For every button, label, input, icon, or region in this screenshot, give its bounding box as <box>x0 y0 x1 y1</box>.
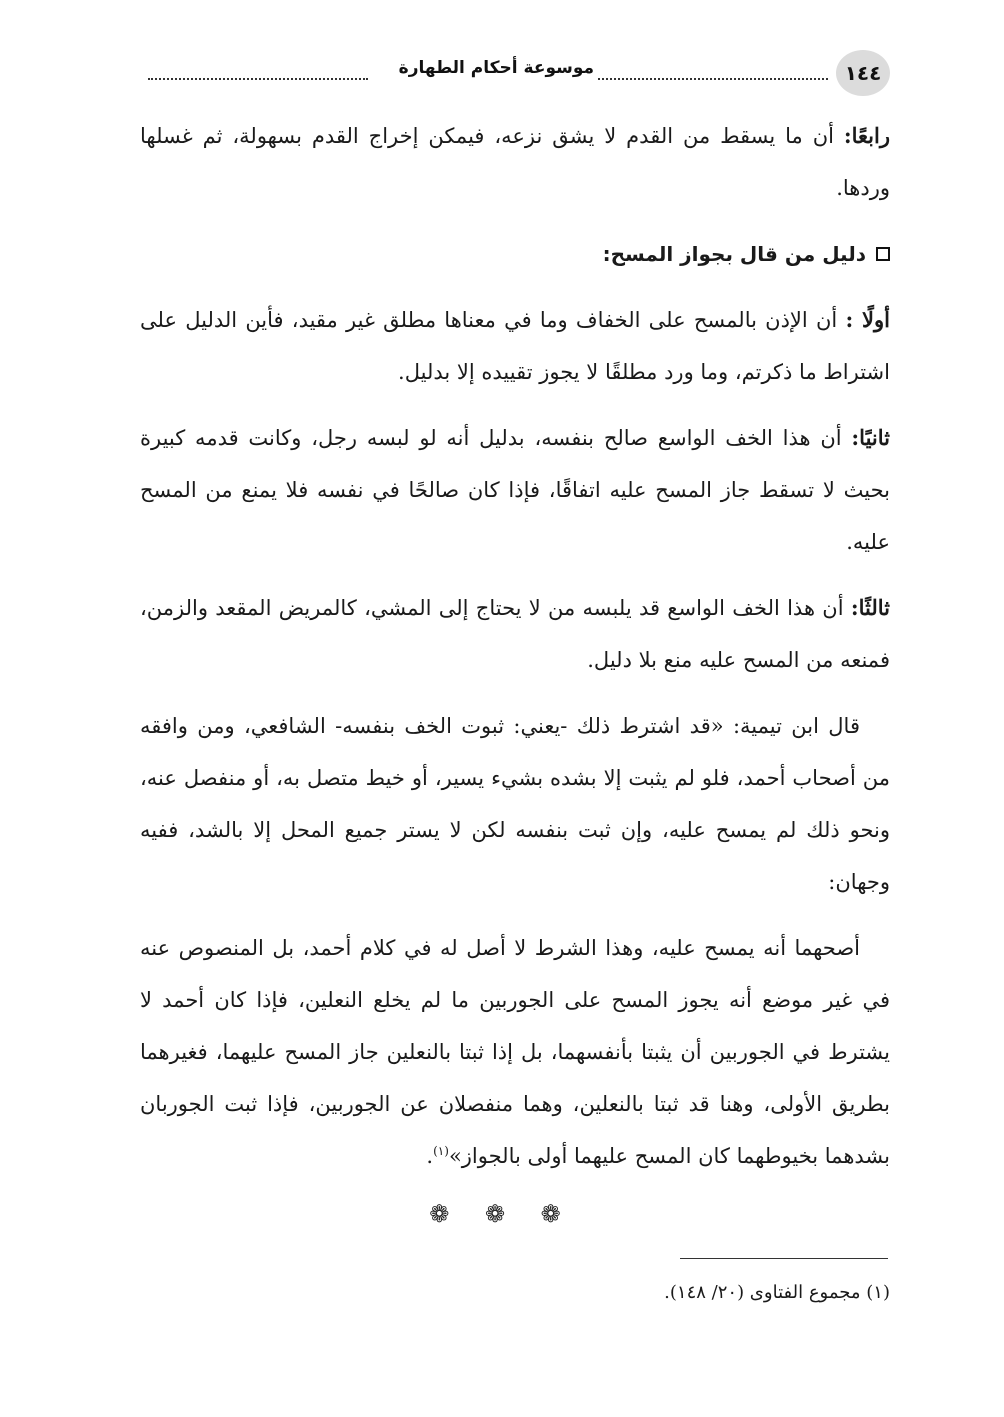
paragraph-text: أن الإذن بالمسح على الخفاف وما في معناها مطلق غير مقيد، فأين الدليل على اشتراط ما ذكرتم، وما ورد مطلقًا لا يجوز تقييده إلا بدليل. <box>140 308 890 384</box>
paragraph-fourth-point <box>140 110 890 214</box>
page-number-badge: ١٤٤ <box>836 50 890 96</box>
paragraph-third-evidence <box>140 582 890 686</box>
section-heading-text: دليل من قال بجواز المسح: <box>602 242 866 266</box>
footnote-marker: (١) <box>866 1282 890 1303</box>
paragraph-quote-continuation <box>140 922 890 1182</box>
footnote-reference[interactable]: (١) <box>433 1144 449 1158</box>
paragraph-end-mark: . <box>426 1144 434 1168</box>
page-body <box>140 110 890 1196</box>
header-dotted-rule-left <box>148 78 368 80</box>
paragraph-text: أصحهما أنه يمسح عليه، وهذا الشرط لا أصل له في كلام أحمد، بل المنصوص عنه في غير موضع أنه يجوز المسح على الجوربين ما لم يخلع النعلين، فإذا كان أحمد لا يشترط في الجوربين أن يثبتا بأنفسهما، بل إذا ثبتا بالنعلين جاز المسح عليهما، فغيرهما بطريق الأولى، وهنا قد ثبتا بالنعلين، وهما منفصلان عن الجوربين، فإذا ثبت الجوربان بشدهما بخيوطهما كان المسح عليهما أولى بالجواز» <box>140 936 890 1168</box>
footnote-separator <box>680 1258 888 1259</box>
running-title: موسوعة أحكام الطهارة <box>398 58 594 78</box>
page-header <box>140 50 890 98</box>
paragraph-ibn-taymiyyah-quote: قال ابن تيمية: «قد اشترط ذلك -يعني: ثبوت الخف بنفسه- الشافعي، ومن وافقه من أصحاب أحمد، فلو لم يثبت إلا بشده بشيء يسير، أو خيط متصل به، أو منفصل عنه، ونحو ذلك لم يمسح عليه، وإن ثبت بنفسه لكن لا يستر جميع المحل إلا بالشد، ففيه وجهان: <box>140 714 890 894</box>
paragraph-lead: أولًا : <box>845 307 890 332</box>
paragraph-lead: ثانيًا: <box>851 425 890 450</box>
paragraph-text: أن هذا الخف الواسع صالح بنفسه، بدليل أنه لو لبسه رجل، وكانت قدمه كبيرة بحيث لا تسقط جاز المسح عليه اتفاقًا، فإذا كان صالحًا في نفسه فلا يمنع من المسح عليه. <box>140 426 890 554</box>
paragraph-text: أن هذا الخف الواسع قد يلبسه من لا يحتاج إلى المشي، كالمريض المقعد والزمن، فمنعه من المسح عليه منع بلا دليل. <box>140 596 890 672</box>
footnote-text: مجموع الفتاوى (٢٠/ ١٤٨). <box>664 1282 861 1303</box>
paragraph-second-evidence <box>140 412 890 568</box>
section-ornament: ❁ ❁ ❁ <box>429 1200 575 1228</box>
paragraph-lead: رابعًا: <box>843 123 890 148</box>
paragraph-first-evidence <box>140 294 890 398</box>
square-bullet-icon <box>876 247 890 261</box>
section-heading <box>140 228 890 280</box>
footnote <box>140 1278 890 1308</box>
header-dotted-rule-right <box>598 78 828 80</box>
paragraph-lead: ثالثًا: <box>850 595 890 620</box>
paragraph-text: أن ما يسقط من القدم لا يشق نزعه، فيمكن إخراج القدم بسهولة، ثم غسلها وردها. <box>140 124 890 200</box>
